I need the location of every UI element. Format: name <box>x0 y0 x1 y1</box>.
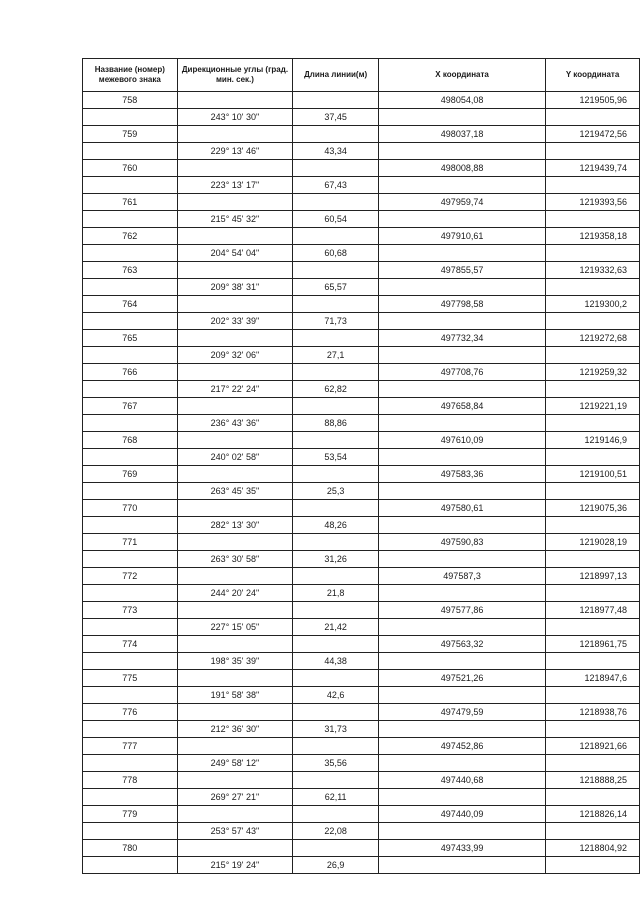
angle-cell <box>177 534 293 551</box>
header-name: Название (номер) межевого знака <box>83 59 178 92</box>
direction-angle: 263° 45' 35" <box>177 483 293 500</box>
point-name: 776 <box>83 704 178 721</box>
length-cell <box>293 670 379 687</box>
y-coordinate: 1219439,74 <box>546 160 640 177</box>
y-cell <box>546 143 640 160</box>
table-row <box>83 330 640 347</box>
point-name: 762 <box>83 228 178 245</box>
direction-angle: 263° 30' 58" <box>177 551 293 568</box>
line-length: 48,26 <box>293 517 379 534</box>
angle-cell <box>177 262 293 279</box>
point-name: 759 <box>83 126 178 143</box>
table-row <box>83 670 640 687</box>
y-coordinate: 1219146,9 <box>546 432 640 449</box>
table-row <box>83 568 640 585</box>
name-cell <box>83 143 178 160</box>
table-row <box>83 619 640 636</box>
x-cell <box>378 483 545 500</box>
y-coordinate: 1219300,2 <box>546 296 640 313</box>
angle-cell <box>177 330 293 347</box>
y-cell <box>546 245 640 262</box>
y-cell <box>546 177 640 194</box>
y-coordinate: 1218826,14 <box>546 806 640 823</box>
direction-angle: 253° 57' 43" <box>177 823 293 840</box>
name-cell <box>83 449 178 466</box>
name-cell <box>83 721 178 738</box>
table-row <box>83 109 640 126</box>
y-coordinate: 1219358,18 <box>546 228 640 245</box>
name-cell <box>83 347 178 364</box>
table-row <box>83 262 640 279</box>
name-cell <box>83 687 178 704</box>
angle-cell <box>177 806 293 823</box>
x-cell <box>378 823 545 840</box>
direction-angle: 249° 58' 12" <box>177 755 293 772</box>
x-cell <box>378 143 545 160</box>
table-row <box>83 143 640 160</box>
direction-angle: 212° 36' 30" <box>177 721 293 738</box>
boundary-coordinates-table <box>82 58 640 874</box>
angle-cell <box>177 466 293 483</box>
point-name: 766 <box>83 364 178 381</box>
angle-cell <box>177 364 293 381</box>
y-cell <box>546 755 640 772</box>
y-cell <box>546 109 640 126</box>
length-cell <box>293 466 379 483</box>
table-row <box>83 704 640 721</box>
x-coordinate: 497433,99 <box>378 840 545 857</box>
x-coordinate: 497610,09 <box>378 432 545 449</box>
line-length: 62,82 <box>293 381 379 398</box>
line-length: 53,54 <box>293 449 379 466</box>
length-cell <box>293 534 379 551</box>
direction-angle: 198° 35' 39" <box>177 653 293 670</box>
x-coordinate: 498054,08 <box>378 92 545 109</box>
line-length: 65,57 <box>293 279 379 296</box>
x-coordinate: 497798,58 <box>378 296 545 313</box>
x-coordinate: 497658,84 <box>378 398 545 415</box>
point-name: 769 <box>83 466 178 483</box>
y-coordinate: 1219028,19 <box>546 534 640 551</box>
name-cell <box>83 381 178 398</box>
point-name: 758 <box>83 92 178 109</box>
direction-angle: 240° 02' 58" <box>177 449 293 466</box>
name-cell <box>83 585 178 602</box>
x-cell <box>378 517 545 534</box>
y-coordinate: 1219472,56 <box>546 126 640 143</box>
x-coordinate: 497521,26 <box>378 670 545 687</box>
direction-angle: 223° 13' 17" <box>177 177 293 194</box>
line-length: 21,42 <box>293 619 379 636</box>
length-cell <box>293 704 379 721</box>
name-cell <box>83 279 178 296</box>
x-coordinate: 497959,74 <box>378 194 545 211</box>
line-length: 88,86 <box>293 415 379 432</box>
line-length: 26,9 <box>293 857 379 874</box>
point-name: 780 <box>83 840 178 857</box>
line-length: 42,6 <box>293 687 379 704</box>
point-name: 760 <box>83 160 178 177</box>
y-coordinate: 1219100,51 <box>546 466 640 483</box>
header-y: Y координата <box>546 59 640 92</box>
x-coordinate: 497440,68 <box>378 772 545 789</box>
point-name: 771 <box>83 534 178 551</box>
table-row <box>83 687 640 704</box>
length-cell <box>293 738 379 755</box>
angle-cell <box>177 432 293 449</box>
direction-angle: 229° 13' 46" <box>177 143 293 160</box>
line-length: 43,34 <box>293 143 379 160</box>
x-cell <box>378 721 545 738</box>
x-cell <box>378 857 545 874</box>
table-row <box>83 772 640 789</box>
x-coordinate: 497583,36 <box>378 466 545 483</box>
point-name: 772 <box>83 568 178 585</box>
length-cell <box>293 262 379 279</box>
direction-angle: 243° 10' 30" <box>177 109 293 126</box>
x-cell <box>378 313 545 330</box>
name-cell <box>83 857 178 874</box>
table-row <box>83 840 640 857</box>
point-name: 768 <box>83 432 178 449</box>
point-name: 767 <box>83 398 178 415</box>
y-cell <box>546 789 640 806</box>
y-cell <box>546 381 640 398</box>
point-name: 765 <box>83 330 178 347</box>
table-row <box>83 483 640 500</box>
table-row <box>83 92 640 109</box>
length-cell <box>293 568 379 585</box>
table-row <box>83 126 640 143</box>
table-row <box>83 347 640 364</box>
angle-cell <box>177 160 293 177</box>
x-cell <box>378 619 545 636</box>
line-length: 22,08 <box>293 823 379 840</box>
point-name: 775 <box>83 670 178 687</box>
x-coordinate: 497563,32 <box>378 636 545 653</box>
x-coordinate: 497910,61 <box>378 228 545 245</box>
line-length: 35,56 <box>293 755 379 772</box>
table-row <box>83 466 640 483</box>
direction-angle: 209° 38' 31" <box>177 279 293 296</box>
table-row <box>83 789 640 806</box>
direction-angle: 191° 58' 38" <box>177 687 293 704</box>
y-coordinate: 1218804,92 <box>546 840 640 857</box>
y-cell <box>546 551 640 568</box>
x-cell <box>378 551 545 568</box>
point-name: 770 <box>83 500 178 517</box>
angle-cell <box>177 92 293 109</box>
header-length: Длина линии(м) <box>293 59 379 92</box>
table-row <box>83 432 640 449</box>
line-length: 62,11 <box>293 789 379 806</box>
direction-angle: 215° 19' 24" <box>177 857 293 874</box>
length-cell <box>293 500 379 517</box>
y-coordinate: 1219332,63 <box>546 262 640 279</box>
x-cell <box>378 245 545 262</box>
table-row <box>83 364 640 381</box>
table-body <box>83 92 640 874</box>
y-cell <box>546 721 640 738</box>
name-cell <box>83 789 178 806</box>
y-coordinate: 1218921,66 <box>546 738 640 755</box>
name-cell <box>83 653 178 670</box>
y-cell <box>546 449 640 466</box>
y-cell <box>546 347 640 364</box>
x-coordinate: 497855,57 <box>378 262 545 279</box>
line-length: 44,38 <box>293 653 379 670</box>
x-cell <box>378 449 545 466</box>
table-row <box>83 823 640 840</box>
x-cell <box>378 653 545 670</box>
x-coordinate: 498008,88 <box>378 160 545 177</box>
line-length: 25,3 <box>293 483 379 500</box>
angle-cell <box>177 772 293 789</box>
table-row <box>83 653 640 670</box>
table-row <box>83 602 640 619</box>
angle-cell <box>177 670 293 687</box>
point-name: 778 <box>83 772 178 789</box>
table-row <box>83 279 640 296</box>
table-row <box>83 177 640 194</box>
x-cell <box>378 687 545 704</box>
point-name: 763 <box>83 262 178 279</box>
length-cell <box>293 364 379 381</box>
direction-angle: 202° 33' 39" <box>177 313 293 330</box>
x-coordinate: 497440,09 <box>378 806 545 823</box>
line-length: 37,45 <box>293 109 379 126</box>
point-name: 773 <box>83 602 178 619</box>
angle-cell <box>177 228 293 245</box>
table-row <box>83 228 640 245</box>
table-row <box>83 381 640 398</box>
name-cell <box>83 823 178 840</box>
y-cell <box>546 687 640 704</box>
angle-cell <box>177 398 293 415</box>
length-cell <box>293 772 379 789</box>
x-cell <box>378 755 545 772</box>
name-cell <box>83 551 178 568</box>
length-cell <box>293 602 379 619</box>
line-length: 27,1 <box>293 347 379 364</box>
y-coordinate: 1219075,36 <box>546 500 640 517</box>
table-row <box>83 721 640 738</box>
y-cell <box>546 313 640 330</box>
y-coordinate: 1218997,13 <box>546 568 640 585</box>
direction-angle: 227° 15' 05" <box>177 619 293 636</box>
table-row <box>83 755 640 772</box>
table-row <box>83 296 640 313</box>
x-cell <box>378 347 545 364</box>
length-cell <box>293 296 379 313</box>
direction-angle: 215° 45' 32" <box>177 211 293 228</box>
length-cell <box>293 126 379 143</box>
angle-cell <box>177 636 293 653</box>
table-row <box>83 534 640 551</box>
name-cell <box>83 245 178 262</box>
direction-angle: 204° 54' 04" <box>177 245 293 262</box>
length-cell <box>293 228 379 245</box>
direction-angle: 209° 32' 06" <box>177 347 293 364</box>
x-coordinate: 497577,86 <box>378 602 545 619</box>
y-cell <box>546 619 640 636</box>
y-cell <box>546 483 640 500</box>
length-cell <box>293 160 379 177</box>
length-cell <box>293 840 379 857</box>
y-coordinate: 1218938,76 <box>546 704 640 721</box>
table-row <box>83 160 640 177</box>
table-row <box>83 449 640 466</box>
direction-angle: 236° 43' 36" <box>177 415 293 432</box>
line-length: 60,54 <box>293 211 379 228</box>
length-cell <box>293 92 379 109</box>
name-cell <box>83 415 178 432</box>
y-cell <box>546 823 640 840</box>
point-name: 761 <box>83 194 178 211</box>
y-coordinate: 1219221,19 <box>546 398 640 415</box>
line-length: 31,73 <box>293 721 379 738</box>
y-coordinate: 1218977,48 <box>546 602 640 619</box>
y-cell <box>546 517 640 534</box>
y-cell <box>546 653 640 670</box>
x-coordinate: 497580,61 <box>378 500 545 517</box>
x-cell <box>378 279 545 296</box>
table-row <box>83 738 640 755</box>
line-length: 31,26 <box>293 551 379 568</box>
y-coordinate: 1218888,25 <box>546 772 640 789</box>
y-coordinate: 1219272,68 <box>546 330 640 347</box>
angle-cell <box>177 194 293 211</box>
name-cell <box>83 313 178 330</box>
direction-angle: 217° 22' 24" <box>177 381 293 398</box>
x-coordinate: 498037,18 <box>378 126 545 143</box>
direction-angle: 282° 13' 30" <box>177 517 293 534</box>
length-cell <box>293 636 379 653</box>
length-cell <box>293 330 379 347</box>
table-row <box>83 806 640 823</box>
x-coordinate: 497590,83 <box>378 534 545 551</box>
x-cell <box>378 585 545 602</box>
x-coordinate: 497732,34 <box>378 330 545 347</box>
header-row <box>83 59 640 92</box>
table-row <box>83 415 640 432</box>
length-cell <box>293 398 379 415</box>
table-row <box>83 211 640 228</box>
header-angle: Дирекционные углы (град. мин. сек.) <box>177 59 293 92</box>
y-cell <box>546 857 640 874</box>
length-cell <box>293 806 379 823</box>
table-row <box>83 857 640 874</box>
name-cell <box>83 177 178 194</box>
table-row <box>83 585 640 602</box>
angle-cell <box>177 568 293 585</box>
angle-cell <box>177 704 293 721</box>
x-cell <box>378 109 545 126</box>
angle-cell <box>177 500 293 517</box>
point-name: 777 <box>83 738 178 755</box>
y-coordinate: 1219259,32 <box>546 364 640 381</box>
table-row <box>83 194 640 211</box>
y-coordinate: 1218961,75 <box>546 636 640 653</box>
length-cell <box>293 432 379 449</box>
x-coordinate: 497587,3 <box>378 568 545 585</box>
table-row <box>83 313 640 330</box>
angle-cell <box>177 296 293 313</box>
x-cell <box>378 177 545 194</box>
y-cell <box>546 211 640 228</box>
x-coordinate: 497452,86 <box>378 738 545 755</box>
line-length: 71,73 <box>293 313 379 330</box>
y-cell <box>546 585 640 602</box>
name-cell <box>83 211 178 228</box>
point-name: 764 <box>83 296 178 313</box>
y-coordinate: 1218947,6 <box>546 670 640 687</box>
line-length: 67,43 <box>293 177 379 194</box>
name-cell <box>83 755 178 772</box>
x-coordinate: 497479,59 <box>378 704 545 721</box>
angle-cell <box>177 840 293 857</box>
name-cell <box>83 517 178 534</box>
y-coordinate: 1219393,56 <box>546 194 640 211</box>
x-cell <box>378 211 545 228</box>
line-length: 21,8 <box>293 585 379 602</box>
x-coordinate: 497708,76 <box>378 364 545 381</box>
table-row <box>83 398 640 415</box>
y-cell <box>546 279 640 296</box>
angle-cell <box>177 738 293 755</box>
table-row <box>83 551 640 568</box>
angle-cell <box>177 126 293 143</box>
direction-angle: 244° 20' 24" <box>177 585 293 602</box>
line-length: 60,68 <box>293 245 379 262</box>
y-cell <box>546 415 640 432</box>
name-cell <box>83 619 178 636</box>
header-x: X координата <box>378 59 545 92</box>
table-row <box>83 500 640 517</box>
x-cell <box>378 415 545 432</box>
point-name: 779 <box>83 806 178 823</box>
table-row <box>83 517 640 534</box>
table-row <box>83 636 640 653</box>
direction-angle: 269° 27' 21" <box>177 789 293 806</box>
x-cell <box>378 381 545 398</box>
name-cell <box>83 109 178 126</box>
length-cell <box>293 194 379 211</box>
angle-cell <box>177 602 293 619</box>
table-row <box>83 245 640 262</box>
name-cell <box>83 483 178 500</box>
x-cell <box>378 789 545 806</box>
point-name: 774 <box>83 636 178 653</box>
y-coordinate: 1219505,96 <box>546 92 640 109</box>
